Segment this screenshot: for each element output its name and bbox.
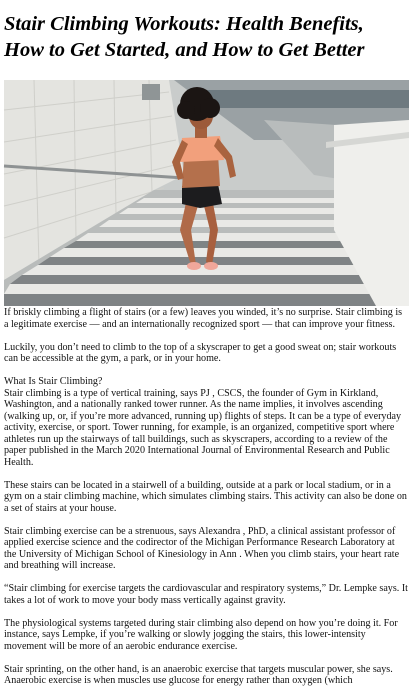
article-title: Stair Climbing Workouts: Health Benefits, How to Get Started, and How to Get Better [4,13,365,61]
intro-paragraph-2: Luckily, you don’t need to climb to the top of a skyscraper to get a good sweat on; stair workouts can be accessible at the gym, a park, or in your home. [4,341,397,364]
section-paragraph-2: These stairs can be located in a stairwell of a building, outside at a park or local stadium, or in a gym on a stair climbing machine, which simulates climbing stairs. This activity can also be done on a set of stairs at your house. [4,479,407,514]
section-paragraph-6: Stair sprinting, on the other hand, is an anaerobic exercise that targets muscular power, she says. Anaerobic exercise is when muscles use glucose for energy rather than oxygen (which [4,663,393,686]
intro-paragraph-1: If briskly climbing a flight of stairs (or a few) leaves you winded, it’s no surprise. Stair climbing is a legitimate exercise — and an internationally recognized sport — that can improve your fitness. [4,307,403,330]
woman-running-stairs-photo [4,80,409,306]
section-heading: What Is Stair Climbing? [4,376,103,387]
section-paragraph-4: “Stair climbing for exercise targets the cardiovascular and respiratory systems,” Dr. Lempke says. It takes a lot of work to move your body mass vertically against gravity. [4,583,408,606]
section-paragraph-3: Stair climbing exercise can be a strenuous, says Alexandra , PhD, a clinical assistant professor of applied exercise science and the codirector of the Michigan Performance Research Laboratory at the University of Michigan School of Kinesiology in Ann . When you climb stairs, your heart rate and breathing will increase. [4,525,400,571]
hero-image [4,80,409,306]
section-paragraph-1: Stair climbing is a type of vertical training, says PJ , CSCS, the founder of Gym in Kirkland, Washington, and a nationally ranked tower runner. As the name implies, it involves ascending (walking up, or, if you’re more advanced, running up) flights of steps. It can be a type of everyday activity, exercise, or sport. Tower running, for example, is an organized, competitive sport where athletes run up the stairways of tall buildings, such as skyscrapers, according to a review of the paper published in the March 2020 International Journal of Environmental Research and Public Health. [4,387,402,468]
article-body [4,307,408,698]
section-paragraph-5: The physiological systems targeted during stair climbing also depend on how you’re doing it. For instance, says Lempke, if you’re walking or slowly jogging the stairs, this lower-intensity movement will be more of an aerobic endurance exercise. [4,617,398,652]
